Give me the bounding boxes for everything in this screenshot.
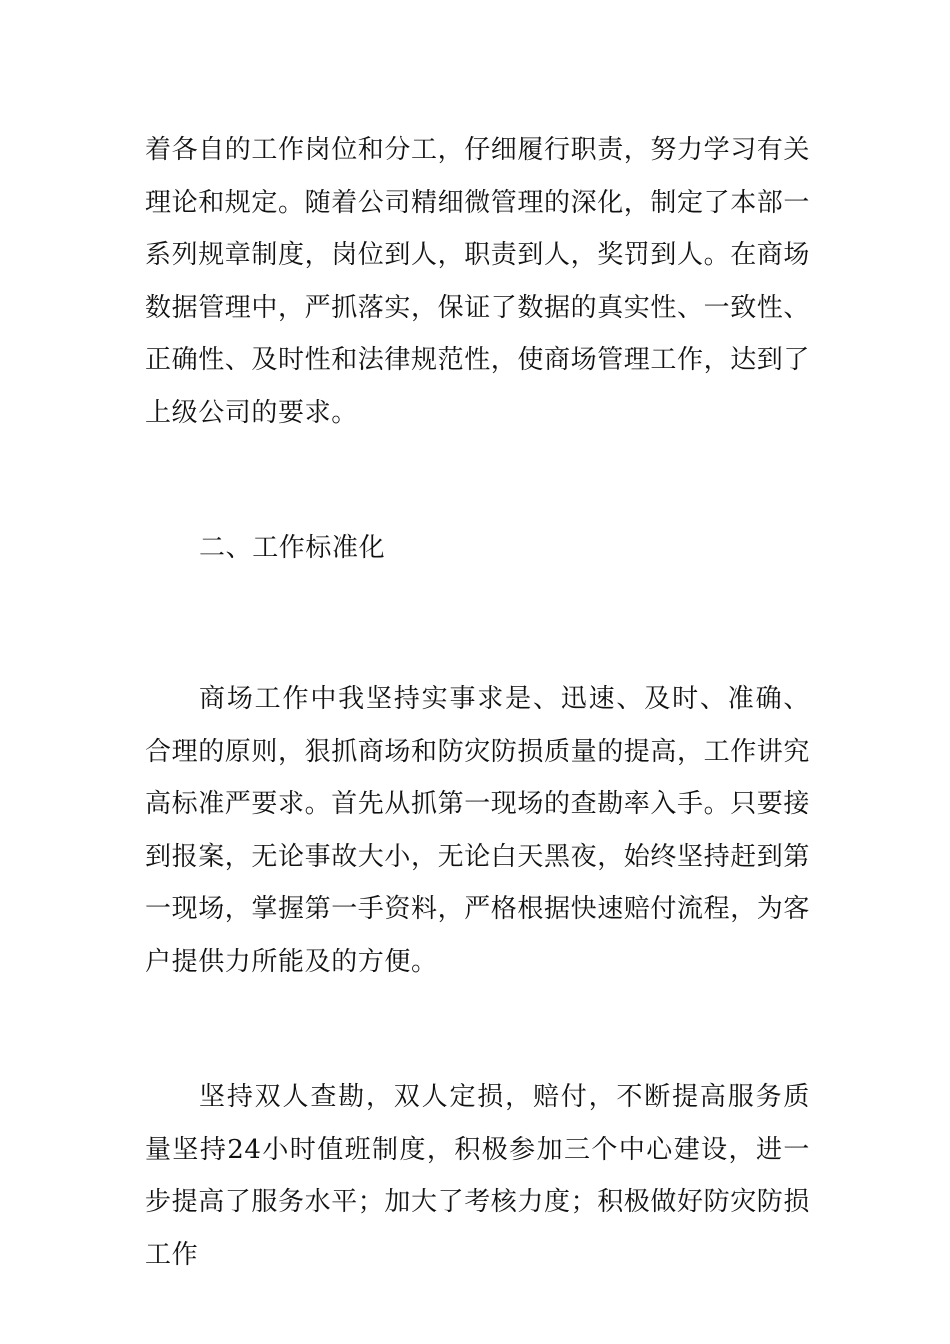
paragraph-standardization: 商场工作中我坚持实事求是、迅速、及时、准确、合理的原则，狠抓商场和防灾防损质量的提高，工作讲究高标准严要求。首先从抓第一现场的查勘率入手。只要接到报案，无论事故大小，无论白天黑夜，始终坚持赶到第一现场，掌握第一手资料，严格根据快速赔付流程，为客户提供力所能及的方便。 <box>145 684 811 977</box>
paragraph-dual-survey: 坚持双人查勘，双人定损，赔付，不断提高服务质量坚持24小时值班制度，积极参加三个中心建设，进一步提高了服务水平；加大了考核力度；积极做好防灾防损工作 <box>145 1082 811 1270</box>
paragraph-continuation: 着各自的工作岗位和分工，仔细履行职责，努力学习有关理论和规定。随着公司精细微管理的深化，制定了本部一系列规章制度，岗位到人，职责到人，奖罚到人。在商场数据管理中，严抓落实，保证了数据的真实性、一致性、正确性、及时性和法律规范性，使商场管理工作，达到了上级公司的要求。 <box>145 135 811 428</box>
section-heading: 二、工作标准化 <box>199 533 386 563</box>
